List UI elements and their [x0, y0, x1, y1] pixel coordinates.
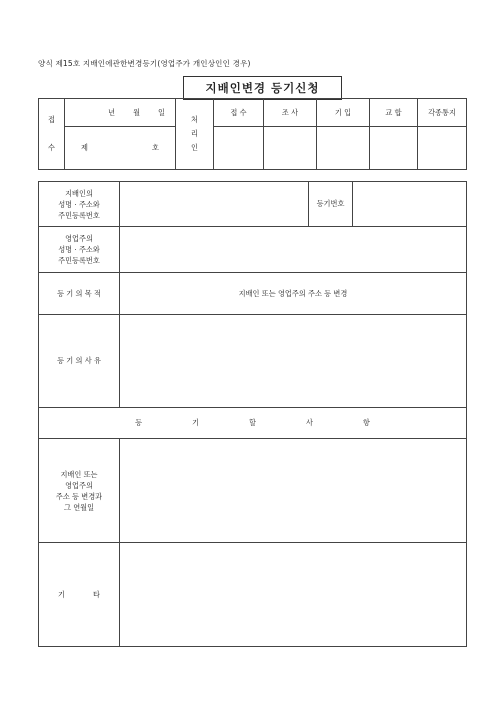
other-label-1: 기: [58, 589, 65, 599]
reason-label: 등 기 의 사 유: [39, 315, 120, 408]
josa-sign-cell[interactable]: [264, 127, 317, 170]
items-header-1: 등: [135, 418, 143, 427]
receipt-header-cell: [39, 99, 65, 170]
registry-number-label: 등기번호: [309, 182, 353, 227]
number-ho-label: 호: [152, 143, 159, 152]
application-table: [38, 181, 467, 647]
owner-label-3: 주민등록번호: [58, 256, 100, 265]
col-gyohap: 교 합: [370, 99, 418, 127]
col-jeopsu: 접 수: [214, 99, 264, 127]
giip-sign-cell[interactable]: [317, 127, 370, 170]
other-label-2: 타: [93, 589, 100, 599]
number-je-label: 제: [81, 143, 88, 152]
processor-label-cell: [176, 99, 214, 170]
change-label-cell: [39, 439, 120, 543]
receipt-date-cell[interactable]: [65, 99, 176, 127]
page-title: 지배인변경 등기신청: [183, 76, 342, 100]
form-number-label: 양식 제15호 지배인에관한변경등기(영업주가 개인상인인 경우): [38, 59, 251, 68]
purpose-value: 지배인 또는 영업주의 주소 등 변경: [120, 273, 467, 315]
change-label-2: 영업주의: [65, 480, 93, 490]
manager-label-1: 지배인의: [65, 188, 93, 198]
registration-items-header: [39, 408, 467, 439]
col-josa: 조 사: [264, 99, 317, 127]
change-label-1: 지배인 또는: [60, 469, 98, 479]
date-month-label: 월: [133, 107, 141, 117]
col-notification: 각종통지: [418, 99, 467, 127]
date-year-label: 년: [108, 107, 116, 117]
col-giip: 기 입: [317, 99, 370, 127]
gyohap-sign-cell[interactable]: [370, 127, 418, 170]
registry-number-value[interactable]: [353, 182, 467, 227]
reason-value-cell[interactable]: [120, 315, 467, 408]
manager-value-cell[interactable]: [120, 182, 309, 227]
manager-label-cell: [39, 182, 120, 227]
owner-label-cell: [39, 227, 120, 273]
receipt-table: [38, 98, 467, 170]
items-header-3: 할: [249, 418, 256, 427]
items-header-2: 기: [192, 418, 200, 427]
jeopsu-sign-cell[interactable]: [214, 127, 264, 170]
owner-value-cell[interactable]: [120, 227, 467, 273]
manager-label-3: 주민등록번호: [58, 210, 100, 220]
date-day-label: 일: [158, 107, 165, 117]
processor-label-3: 인: [191, 143, 198, 152]
items-header-5: 항: [362, 418, 370, 427]
owner-label-1: 영업주의: [65, 234, 93, 243]
other-label-cell: [39, 543, 120, 647]
other-value-cell[interactable]: [120, 543, 467, 647]
receipt-su: 수: [48, 143, 55, 152]
receipt-jeop: 접: [48, 115, 55, 124]
change-value-cell[interactable]: [120, 439, 467, 543]
owner-label-2: 성명 · 주소와: [58, 245, 100, 254]
processor-label-1: 처: [191, 115, 198, 124]
change-label-3: 주소 등 변경과: [55, 491, 103, 501]
manager-label-2: 성명 · 주소와: [58, 199, 100, 209]
receipt-number-cell[interactable]: [65, 127, 176, 170]
items-header-4: 사: [305, 418, 313, 427]
change-label-4: 그 연월일: [63, 502, 95, 512]
processor-label-2: 리: [191, 129, 198, 138]
notification-sign-cell[interactable]: [418, 127, 467, 170]
purpose-label: 등 기 의 목 적: [39, 273, 120, 315]
